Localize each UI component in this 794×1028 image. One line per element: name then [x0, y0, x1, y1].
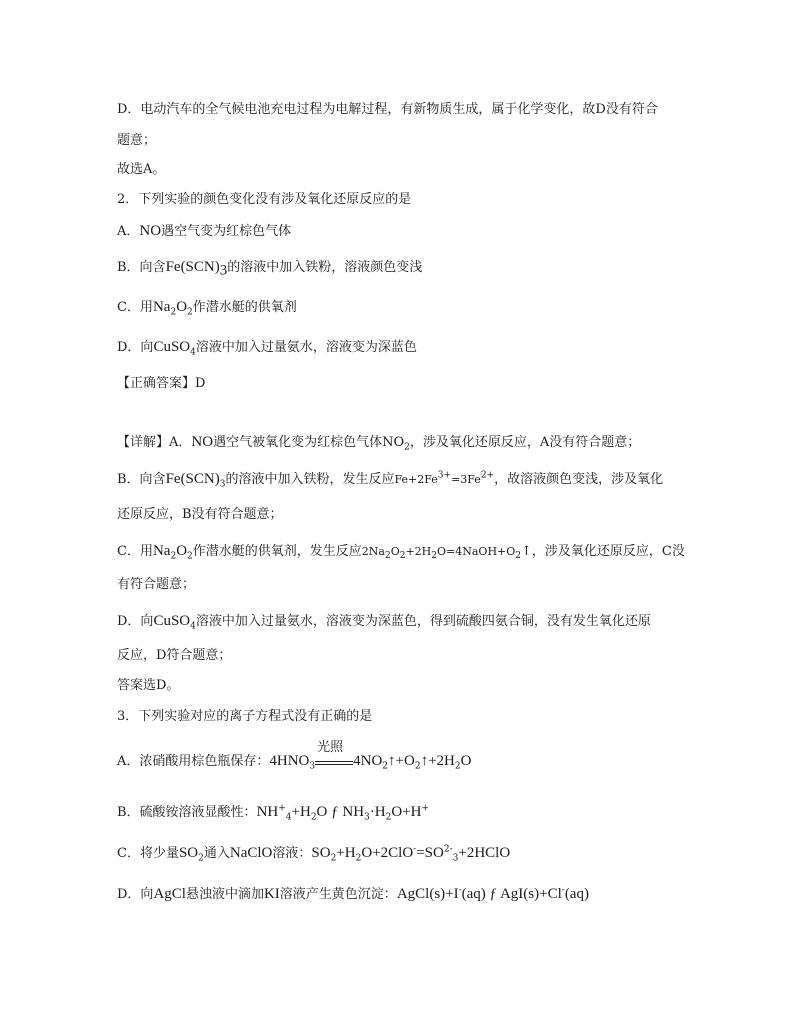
question-2-option-c: C．用$Na_2O_2$作潜水艇的供氧剂 [117, 299, 297, 318]
text-line: D．电动汽车的全气候电池充电过程为电解过程，有新物质生成，属于化学变化，故D没有符合 [117, 102, 658, 117]
question-3-stem: 3．下列实验对应的离子方程式没有正确的是 [117, 709, 373, 724]
explanation-d: D．向CuSO$_4$溶液中加入过量氨水，溶液变为深蓝色，得到硫酸四氨合铜，没有发生氧化还原 [117, 613, 651, 632]
question-2-option-a: A．NO遇空气变为红棕色气体 [117, 223, 292, 239]
question-2-option-b: B．向含$Fe(SCN)_3$的溶液中加入铁粉，溶液颜色变浅 [117, 259, 423, 279]
text-line: 还原反应，B没有符合题意； [117, 507, 283, 522]
text-line: 反应，D符合题意； [117, 648, 232, 663]
question-2-option-d: D．向CuSO$_4$溶液中加入过量氨水，溶液变为深蓝色 [117, 339, 417, 358]
answer-2: 【正确答案】D [117, 376, 206, 391]
text-line: 故选A。 [117, 162, 166, 177]
explanation-c: C．用$Na_2O_2$作潜水艇的供氧剂，发生反应$2Na_2O_2+2H_2O=4NaOH+O_2↑$，涉及氧化还原反应，C没 [117, 543, 685, 562]
question-2-stem: 2．下列实验的颜色变化没有涉及氧化还原反应的是 [117, 192, 412, 207]
reaction-condition: 光照 [315, 753, 353, 771]
text-line: 题意； [117, 133, 157, 148]
question-3-option-b: B．硫酸铵溶液显酸性：$NH^+_4+H_2O$ ƒ $NH_3\cdot H_2O+H^+$ [117, 803, 430, 823]
question-3-option-c: C．将少量$SO_2$通入NaClO溶液：$SO_2+H_2O+2ClO^-=SO^{2-}_3+2HClO$ [117, 844, 511, 864]
answer-2-conclusion: 答案选D。 [117, 678, 180, 693]
question-3-option-a: A．浓硝酸用棕色瓶保存：$4HNO_3$ 光照 $4NO_2↑+O_2↑+2H_2O$ [117, 739, 472, 772]
text-line: 有符合题意； [117, 577, 196, 592]
question-3-option-d: D．向AgCl悬浊液中滴加KI溶液产生黄色沉淀：AgCl(s)+I-(aq) ƒ AgI(s)+Cl-(aq) [117, 885, 589, 902]
explanation-a: 【详解】A．NO遇空气被氧化变为红棕色气体$NO_2$，涉及氧化还原反应，A没有符合题意； [117, 434, 641, 453]
explanation-b: B．向含$Fe(SCN)_3$的溶液中加入铁粉，发生反应$Fe+2Fe^{3+}=3Fe^{2+}$，故溶液颜色变浅，涉及氧化 [117, 470, 664, 490]
